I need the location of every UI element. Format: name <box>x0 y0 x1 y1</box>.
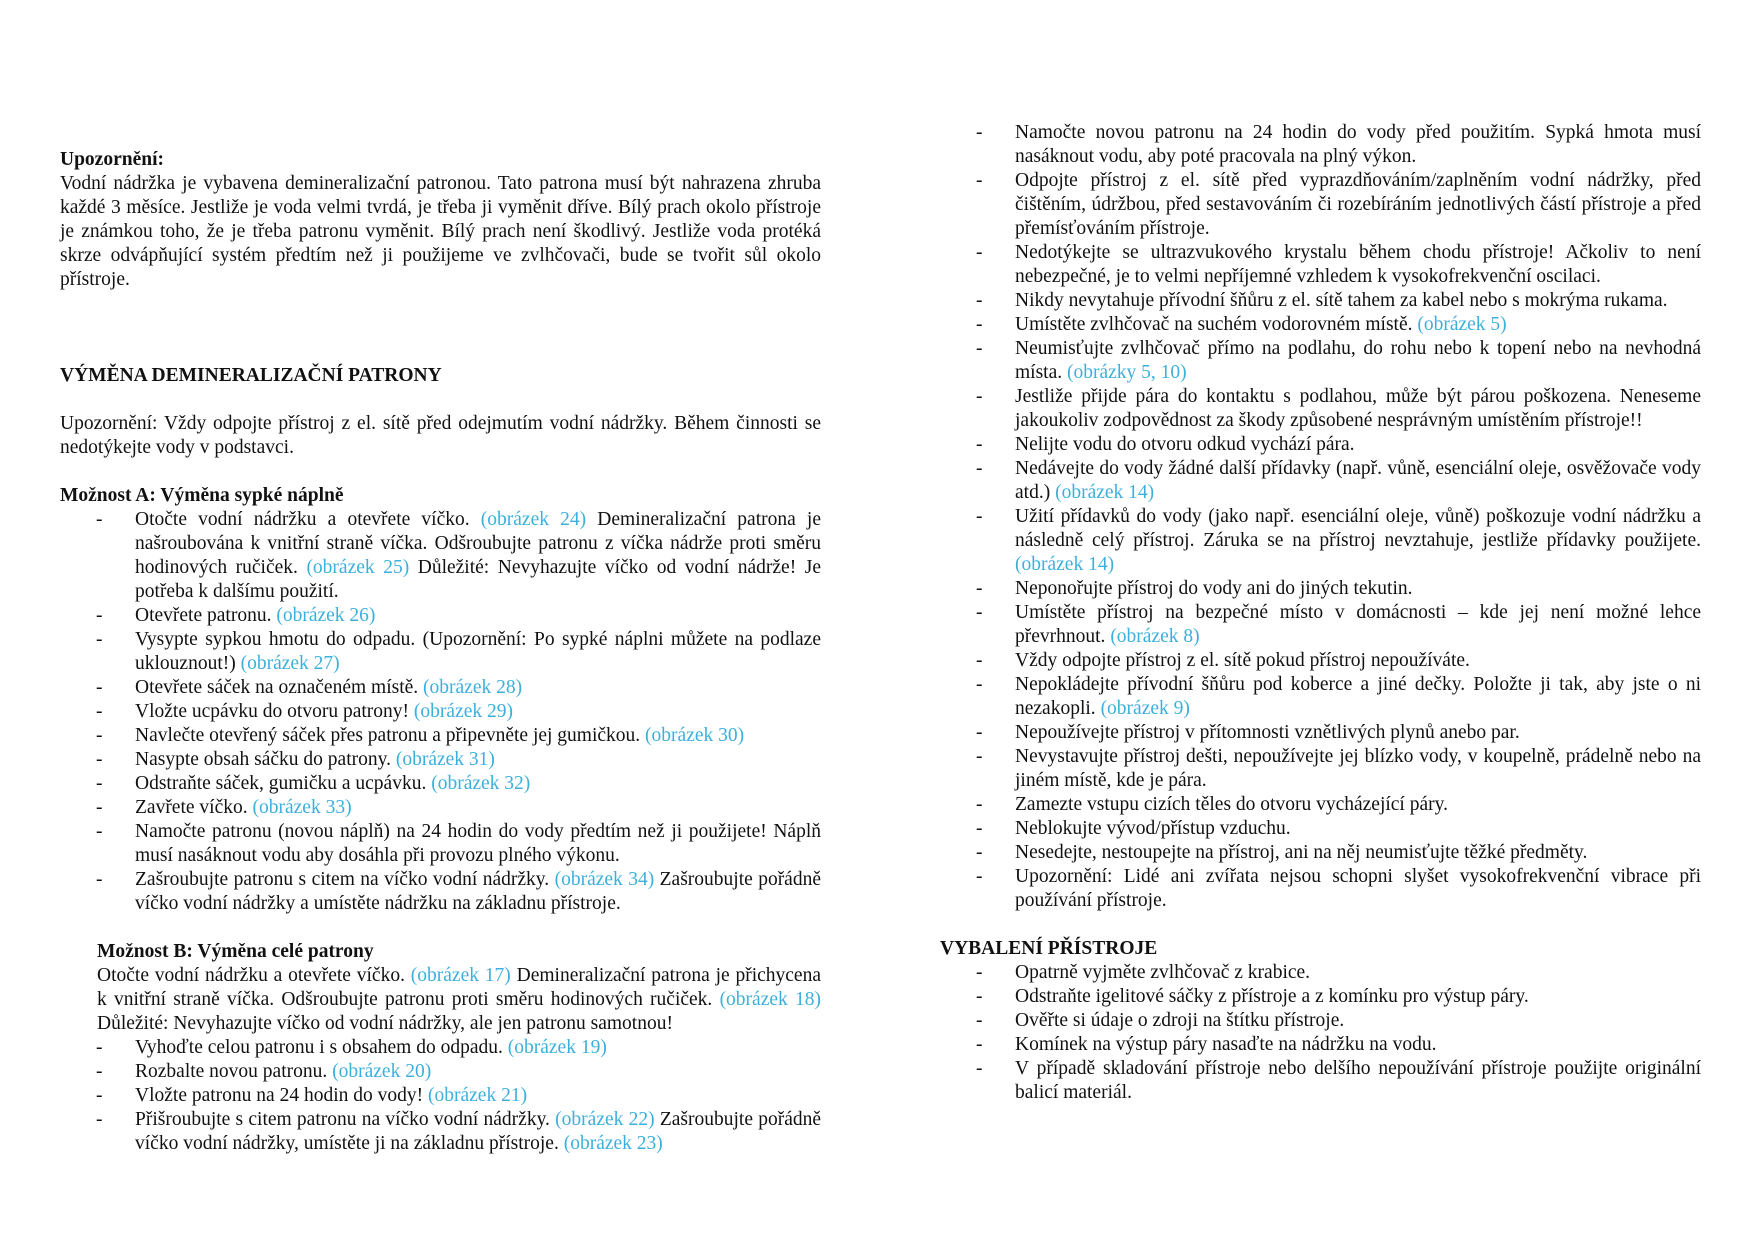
list-item: - Neblokujte vývod/přístup vzduchu. <box>976 818 1291 839</box>
list-item: - Užití přídavků do vody (jako např. esenciální oleje, vůně) poškozuje vodní nádržku a následně celý přístroj. Záruka se na přístroj nevztahuje, jestliže přídavky použijete. (obrázek 14) <box>976 506 1701 575</box>
option-b-intro: Otočte vodní nádržku a otevřete víčko. (obrázek 17) Demineralizační patrona je přichycena k vnitřní straně víčka. Odšroubujte patronu proti směru hodinových ručiček. (obrázek 18) Důležité: Nevyhazujte víčko od vodní nádržky, ale jen patronu samotnou! <box>97 965 821 1034</box>
list-item: - Nepokládejte přívodní šňůru pod koberce a jiné dečky. Položte ji tak, aby jste o ni nezakopli. (obrázek 9) <box>976 674 1701 719</box>
figure-ref: (obrázek 22) <box>555 1109 655 1130</box>
figure-ref: (obrázek 17) <box>410 965 511 986</box>
warning-title: Upozornění: <box>60 149 164 170</box>
list-item: - Vždy odpojte přístroj z el. sítě pokud přístroj nepoužíváte. <box>976 650 1470 671</box>
left-column <box>60 148 821 1156</box>
list-item: - Otevřete patronu. (obrázek 26) <box>96 605 376 626</box>
figure-ref: (obrázek 14) <box>1015 554 1115 575</box>
list-item: - Zašroubujte patronu s citem na víčko vodní nádržky. (obrázek 34) Zašroubujte pořádně víčko vodní nádržky a umístěte nádržku na základnu přístroje. <box>96 869 821 914</box>
section-note: Upozornění: Vždy odpojte přístroj z el. sítě před odejmutím vodní nádržky. Během činnosti se nedotýkejte vody v podstavci. <box>60 413 821 458</box>
list-item: - Umístěte přístroj na bezpečné místo v domácnosti – kde jej není možné lehce převrhnout. (obrázek 8) <box>976 602 1701 647</box>
figure-ref: (obrázek 23) <box>563 1133 663 1154</box>
list-item: - Otočte vodní nádržku a otevřete víčko. (obrázek 24) Demineralizační patrona je našroubována k vnitřní straně víčka. Odšroubujte patronu z víčka nádrže proti směru hodinových ručiček. (obrázek 25) Důležité: Nevyhazujte víčko od vodní nádrže! Je potřeba k dalšímu použití. <box>96 509 821 602</box>
list-item: - Nedávejte do vody žádné další přídavky (např. vůně, esenciální oleje, osvěžovače vody atd.) (obrázek 14) <box>976 458 1701 503</box>
list-item: - Nikdy nevytahuje přívodní šňůru z el. sítě tahem za kabel nebo s mokrýma rukama. <box>976 290 1668 311</box>
list-item: - Nelijte vodu do otvoru odkud vychází pára. <box>976 434 1355 455</box>
list-item: - Vložte ucpávku do otvoru patrony! (obrázek 29) <box>96 701 513 722</box>
figure-ref: (obrázek 18) <box>719 989 821 1010</box>
list-item: - Zamezte vstupu cizích těles do otvoru vycházející páry. <box>976 794 1448 815</box>
option-a-list <box>60 508 821 916</box>
list-item: - Neponořujte přístroj do vody ani do jiných tekutin. <box>976 578 1413 599</box>
list-item: - Odstraňte igelitové sáčky z přístroje a z komínku pro výstup páry. <box>976 986 1529 1007</box>
list-item: - Nasypte obsah sáčku do patrony. (obrázek 31) <box>96 749 495 770</box>
option-b-list <box>60 1036 821 1156</box>
list-item: - Odpojte přístroj z el. sítě před vyprazdňováním/zaplněním vodní nádržky, před čištěním, údržbou, před sestavováním či rozebíráním jednotlivých částí přístroje a před přemísťováním přístroje. <box>976 170 1701 239</box>
safety-list <box>940 121 1701 913</box>
unpacking-list <box>940 961 1701 1105</box>
list-item: - Umístěte zvlhčovač na suchém vodorovném místě. (obrázek 5) <box>976 314 1507 335</box>
list-item: - Namočte novou patronu na 24 hodin do vody před použitím. Sypká hmota musí nasáknout vodu, aby poté pracovala na plný výkon. <box>976 122 1701 167</box>
figure-ref: (obrázek 20) <box>332 1061 432 1082</box>
list-item: - Namočte patronu (novou náplň) na 24 hodin do vody předtím než ji použijete! Náplň musí nasáknout vodu aby dosáhla při provozu plného výkonu. <box>96 821 821 866</box>
figure-ref: (obrázek 30) <box>645 725 745 746</box>
figure-ref: (obrázek 19) <box>507 1037 607 1058</box>
list-item: - Jestliže přijde pára do kontaktu s podlahou, může být párou poškozena. Neneseme jakoukoliv zodpovědnost za škody způsobené nesprávným umístěním přístroje!! <box>976 386 1701 431</box>
list-item: - Vysypte sypkou hmotu do odpadu. (Upozornění: Po sypké náplni můžete na podlaze uklouznout!) (obrázek 27) <box>96 629 821 674</box>
list-item: - Ověřte si údaje o zdroji na štítku přístroje. <box>976 1010 1345 1031</box>
option-b-block <box>60 940 821 1036</box>
list-item: - Vložte patronu na 24 hodin do vody! (obrázek 21) <box>96 1085 528 1106</box>
list-item: - Zavřete víčko. (obrázek 33) <box>96 797 352 818</box>
figure-ref: (obrázek 5) <box>1417 314 1507 335</box>
right-column <box>940 121 1701 1105</box>
figure-ref: (obrázek 9) <box>1100 698 1190 719</box>
list-item: - Upozornění: Lidé ani zvířata nejsou schopni slyšet vysokofrekvenční vibrace při používání přístroje. <box>976 866 1701 911</box>
figure-ref: (obrázek 33) <box>252 797 352 818</box>
unpacking-title: VYBALENÍ PŘÍSTROJE <box>940 938 1158 959</box>
list-item: - Navlečte otevřený sáček přes patronu a připevněte jej gumičkou. (obrázek 30) <box>96 725 745 746</box>
figure-ref: (obrázek 29) <box>413 701 513 722</box>
option-b-title: Možnost B: Výměna celé patrony <box>97 941 374 962</box>
figure-ref: (obrázek 32) <box>431 773 531 794</box>
figure-ref: (obrázek 31) <box>395 749 495 770</box>
figure-ref: (obrázky 5, 10) <box>1067 362 1187 383</box>
figure-ref: (obrázek 27) <box>240 653 340 674</box>
list-item: - Vyhoďte celou patronu i s obsahem do odpadu. (obrázek 19) <box>96 1037 607 1058</box>
warning-text: Vodní nádržka je vybavena demineralizační patronou. Tato patrona musí být nahrazena zhruba každé 3 měsíce. Jestliže je voda velmi tvrdá, je třeba ji vyměnit dříve. Bílý prach okolo přístroje je známkou toho, že je třeba patronu vyměnit. Bílý prach není škodlivý. Jestliže voda protéká skrze odvápňující systém předtím než ji použijeme ve zvlhčovači, bude se tvořit sůl okolo přístroje. <box>60 173 821 290</box>
list-item: - V případě skladování přístroje nebo delšího nepoužívání přístroje použijte originální balicí materiál. <box>976 1058 1701 1103</box>
list-item: - Odstraňte sáček, gumičku a ucpávku. (obrázek 32) <box>96 773 531 794</box>
list-item: - Přišroubujte s citem patronu na víčko vodní nádržky. (obrázek 22) Zašroubujte pořádně víčko vodní nádržky, umístěte ji na základnu přístroje. (obrázek 23) <box>96 1109 822 1154</box>
list-item: - Neumisťujte zvlhčovač přímo na podlahu, do rohu nebo k topení nebo na nevhodná místa. (obrázky 5, 10) <box>976 338 1701 383</box>
list-item: - Rozbalte novou patronu. (obrázek 20) <box>96 1061 432 1082</box>
section-title-demineralization: VÝMĚNA DEMINERALIZAČNÍ PATRONY <box>60 365 442 386</box>
option-a-title: Možnost A: Výměna sypké náplně <box>60 485 344 506</box>
list-item: - Komínek na výstup páry nasaďte na nádržku na vodu. <box>976 1034 1437 1055</box>
figure-ref: (obrázek 14) <box>1055 482 1155 503</box>
figure-ref: (obrázek 8) <box>1110 626 1200 647</box>
figure-ref: (obrázek 24) <box>480 509 587 530</box>
list-item: - Nesedejte, nestoupejte na přístroj, ani na něj neumisťujte těžké předměty. <box>976 842 1588 863</box>
figure-ref: (obrázek 34) <box>554 869 655 890</box>
list-item: - Otevřete sáček na označeném místě. (obrázek 28) <box>96 677 523 698</box>
list-item: - Opatrně vyjměte zvlhčovač z krabice. <box>976 962 1311 983</box>
figure-ref: (obrázek 28) <box>423 677 523 698</box>
list-item: - Nedotýkejte se ultrazvukového krystalu během chodu přístroje! Ačkoliv to není nebezpečné, je to velmi nepříjemné vzhledem k vysokofrekvenční oscilaci. <box>976 242 1701 287</box>
list-item: - Nevystavujte přístroj dešti, nepoužívejte jej blízko vody, v koupelně, prádelně nebo na jiném místě, kde je pára. <box>976 746 1701 791</box>
figure-ref: (obrázek 25) <box>306 557 410 578</box>
figure-ref: (obrázek 26) <box>276 605 376 626</box>
list-item: - Nepoužívejte přístroj v přítomnosti vznětlivých plynů anebo par. <box>976 722 1520 743</box>
figure-ref: (obrázek 21) <box>428 1085 528 1106</box>
